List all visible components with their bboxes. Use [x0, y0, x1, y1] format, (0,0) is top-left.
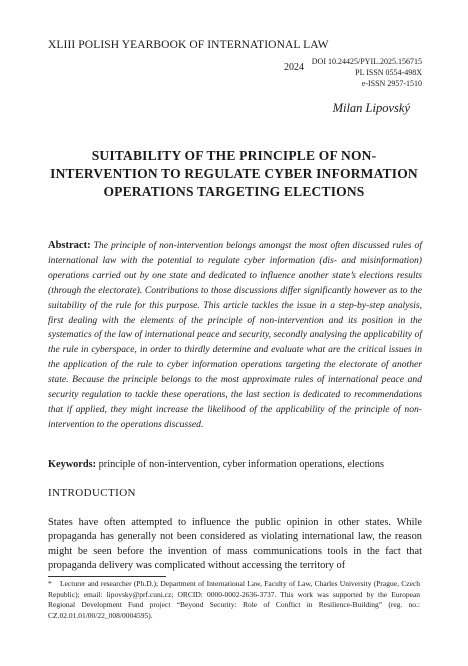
author-name: Milan Lipovský: [332, 101, 410, 115]
doi: DOI 10.24425/PYIL.2025.156715: [311, 57, 422, 66]
keywords-label: Keywords:: [48, 459, 97, 470]
footnote-divider: [48, 576, 166, 577]
e-issn: e-ISSN 2957-1510: [361, 79, 422, 88]
pl-issn: PL ISSN 0554-498X: [355, 68, 422, 77]
body-paragraph: States have often attempted to influence the public opinion in other states. While propaganda has generally not been considered as violating international law, the reason might be seen before the invention of mass communications tools in the fact that propaganda delivery was complicated without accessing the territory of: [48, 517, 422, 572]
footnote: [48, 579, 420, 621]
section-heading: INTRODUCTION: [48, 487, 136, 499]
keywords: [48, 458, 422, 472]
abstract-text: The principle of non-intervention belongs amongst the most often discussed rules of international law with the potential to regulate cyber information (dis- and misinformation) operations carried out by one state and dedicated to influence another state’s elections results (through the electorate). Contributions to those discussions differ significantly however as to the suitability of the rule for this purpose. This article tackles the issue in a step-by-step analysis, first dealing with the elements of the principle of non-intervention and its position in the systematics of the law of international peace and security, secondly analysing the applicability of the rule in cyberspace, in order to thirdly determine and evaluate what are the critical issues in the application of the rule to cyber information operations targeting the electorate of another state. Because the principle belongs to the most approximate rules of international peace and security regulation to tackle these operations, the last section is dedicated to recommendations that if applied, they might increase the likelihood of the applicability of the principle of non-intervention to the operations discussed.: [48, 240, 422, 430]
abstract-label: Abstract:: [48, 240, 91, 251]
keywords-text: principle of non-intervention, cyber information operations, elections: [98, 459, 384, 470]
journal-title: XLIII POLISH YEARBOOK OF INTERNATIONAL LAW: [48, 39, 329, 51]
publication-metadata: [312, 56, 422, 89]
publication-year: 2024: [284, 62, 304, 73]
footnote-mark: *: [48, 579, 52, 588]
abstract: [48, 239, 422, 433]
footnote-text: Lecturer and researcher (Ph.D.); Department of International Law, Faculty of Law, Charles University (Prague, Czech Republic); email: lipovsky@prf.cuni.cz; ORCID: 0000-0002-2636-3737. This work was supported by the European Regional Development Fund project “Beyond Security: Role of Conflict in Resilience-Building” (reg. no.: CZ.02.01.01/00/22_008/0004595).: [48, 579, 420, 620]
article-title: SUITABILITY OF THE PRINCIPLE OF NON-INTERVENTION TO REGULATE CYBER INFORMATION OPERATIONS TARGETING ELECTIONS: [50, 148, 418, 199]
